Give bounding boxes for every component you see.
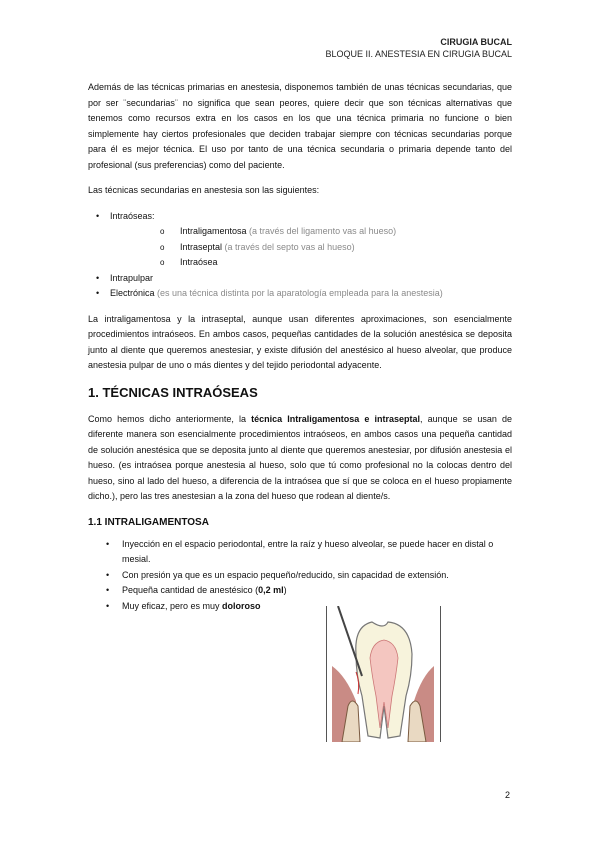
header-title: CIRUGIA BUCAL — [440, 37, 512, 47]
intraligamentosa-note: (a través del ligamento vas al hueso) — [246, 226, 397, 236]
techniques-intro: Las técnicas secundarias en anestesia son las siguientes: — [88, 185, 320, 195]
intraosea-label: Intraósea — [180, 257, 218, 267]
sublist-item-intraligamentosa — [160, 224, 512, 240]
sublist-item-intraseptal — [160, 240, 512, 256]
techniques-list — [88, 209, 512, 302]
electronica-label: Electrónica — [110, 288, 155, 298]
effective-text-a: Muy eficaz, pero es muy — [122, 600, 223, 611]
section1-paragraph — [88, 412, 512, 505]
bullet-quantity — [88, 583, 512, 599]
tooth-injection-illustration — [326, 606, 441, 742]
sublist-item-intraosea — [160, 255, 512, 271]
effective-bold: doloroso — [222, 600, 261, 611]
page-number: 2 — [504, 790, 510, 800]
header-subtitle: BLOQUE II. ANESTESIA EN CIRUGIA BUCAL — [325, 49, 512, 59]
intraoseas-sublist — [110, 224, 512, 271]
quantity-text-a: Pequeña cantidad de anestésico ( — [122, 585, 259, 595]
page-header — [325, 36, 512, 60]
section1-text-c: , aunque se usan de diferente manera son esencialmente procedimientos intraóseos, en ambos casos una pequeña cantidad de solución anestésica que se deposita junto al diente que queremos anestesiar, por difusión anestesia el hueso. (es intraósea porque anestesia al hueso, solo que tú como profesional no la colocas dentro del hueso, sino al lado del hueso, a diferencia de la intraósea que sí que se coloca en el hueso propiamente dicho.), pero las tres anestesian a la zona del hueso que rodean al diente/s. — [88, 413, 512, 501]
intraligamentosa-list — [88, 537, 512, 615]
intraseptal-label: Intraseptal — [180, 241, 223, 252]
bullet-effective — [88, 599, 512, 615]
quantity-text-c: ) — [283, 585, 287, 595]
intraoseas-label: Intraóseas: — [110, 210, 155, 221]
subsection-heading-intraligamentosa: 1.1 INTRALIGAMENTOSA — [88, 516, 209, 528]
bullet-pressure: • Con presión ya que es un espacio pequeño/reducido, sin capacidad de extensión. — [88, 568, 512, 584]
list-item-intrapulpar — [88, 271, 512, 287]
bullet-injection: • Inyección en el espacio periodontal, entre la raíz y hueso alveolar, se puede hacer en distal o mesial. — [88, 537, 512, 568]
list-item-intraoseas — [88, 209, 512, 271]
section1-bold: técnica Intraligamentosa e intraseptal — [251, 413, 420, 424]
intraligamentosa-label: Intraligamentosa — [180, 226, 247, 236]
intrapulpar-label: Intrapulpar — [110, 272, 154, 283]
intraseptal-note: (a través del septo vas al hueso) — [222, 241, 355, 252]
page-content — [88, 80, 512, 614]
section-heading-intraoseas: 1. TÉCNICAS INTRAÓSEAS — [88, 384, 258, 400]
list-item-electronica — [88, 286, 512, 302]
quantity-value: 0,2 ml — [258, 585, 284, 595]
intraosseous-paragraph: La intraligamentosa y la intraseptal, aunque usan diferentes aproximaciones, son esencialmente procedimientos intraóseos. En ambos casos, pequeñas cantidades de la solución anestésica se deposita junto al diente que queremos anestesiar, y existe difusión del anestésico al hueso alveolar, que produce anestesia pulpar de uno o más dientes y del tejido periodontal adyacente. — [88, 313, 512, 370]
electronica-note: (es una técnica distinta por la aparatología empleada para la anestesia) — [154, 288, 443, 298]
intro-paragraph: Además de las técnicas primarias en anestesia, disponemos también de unas técnicas secundarias, que por ser ¨secundarias¨ no significa que sean peores, quiere decir que son técnicas alternativas que tenemos como recursos extra en los casos en los que una técnica primaria no funcione o bien simplemente hay ciertos profesionales que deciden trabajar siempre con técnicas secundarias porque para él es mejor técnica. El uso por tanto de una técnica secundaria o primaria depende tanto del profesional (sus preferencias) como del paciente. — [88, 82, 512, 170]
section1-text-a: Como hemos dicho anteriormente, la — [88, 413, 252, 424]
